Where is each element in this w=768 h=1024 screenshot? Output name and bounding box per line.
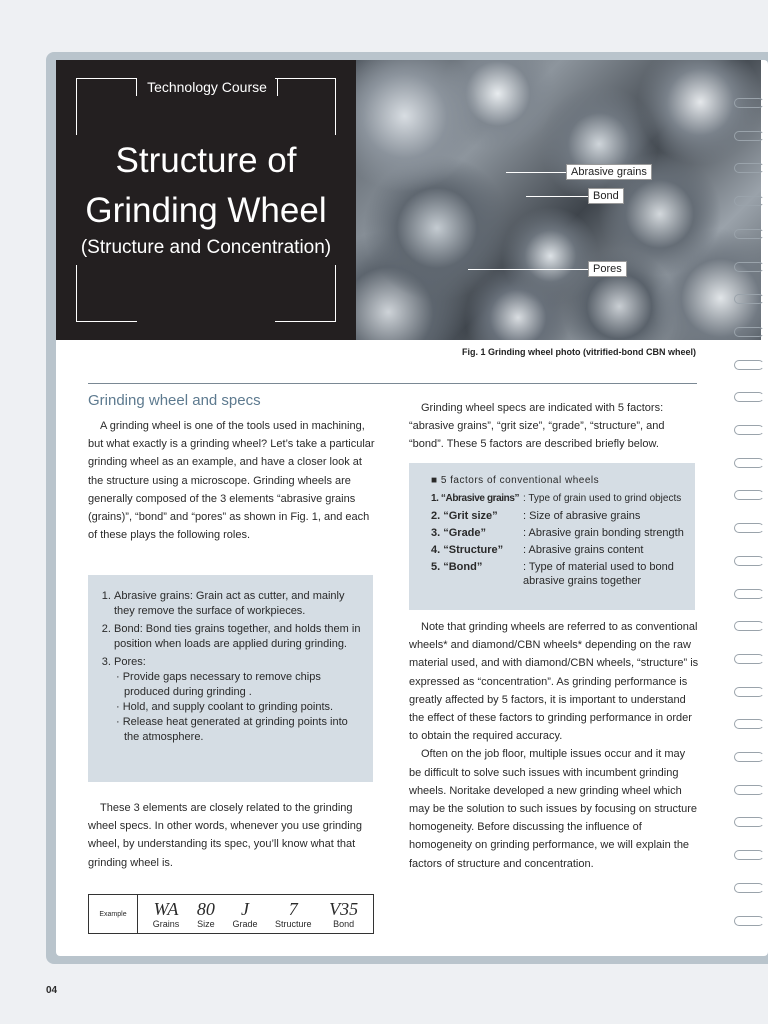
factor-desc: : Abrasive grain bonding strength: [523, 527, 684, 539]
example-label: Example: [89, 895, 138, 933]
binding-ring: [734, 229, 764, 239]
header-panel: [56, 60, 356, 340]
role-abrasive: 1. Abrasive grains: Grain act as cutter, and mainly they remove the surface of workpieces.: [114, 589, 361, 619]
spec-caption: Bond: [333, 918, 355, 929]
spec-code: 80: [196, 898, 215, 919]
spec-caption: Structure: [275, 918, 312, 929]
binding-ring: [734, 556, 764, 566]
factor-name: 1. “Abrasive grains”: [431, 493, 520, 504]
factor-name: 3. “Grade”: [431, 527, 487, 539]
binding-ring: [734, 131, 764, 141]
title-line-2: Grinding Wheel: [85, 191, 327, 230]
spiral-binding: [734, 98, 768, 938]
figure-caption: Fig. 1 Grinding wheel photo (vitrified-bond CBN wheel): [462, 347, 696, 357]
factor-name: 4. “Structure”: [431, 544, 504, 556]
binding-ring: [734, 916, 764, 926]
example-item-size: [197, 899, 215, 930]
example-items: [138, 895, 373, 933]
binding-ring: [734, 360, 764, 370]
example-item-bond: [329, 899, 358, 930]
roles-list: [98, 589, 361, 745]
corner-bracket: [275, 78, 336, 135]
spec-caption: Grade: [232, 918, 258, 929]
right-column-text: [409, 618, 699, 873]
spec-code: 7: [288, 898, 298, 919]
factor-desc: : Size of abrasive grains: [523, 510, 641, 522]
page-title: [56, 136, 356, 236]
factor-row: [431, 560, 685, 588]
intro-paragraph: A grinding wheel is one of the tools used in machining, but what exactly is a grinding wheel? Let’s take a particular grinding wheel as an example, and have a closer look at the structure using a microscope. Grinding wheels are generally composed of the 3 elements “abrasive grains (grains)”, “bond” and “pores” as shown in Fig. 1, and each of these plays the following roles.: [88, 420, 375, 542]
spec-code: V35: [329, 898, 359, 919]
binding-ring: [734, 687, 764, 697]
role-bond: 2. Bond: Bond ties grains together, and holds them in position when loads are applied during grinding.: [114, 622, 361, 652]
role-pores: [114, 655, 361, 745]
pores-item: · Hold, and supply coolant to grinding points.: [116, 701, 334, 713]
binding-ring: [734, 523, 764, 533]
section-heading: Grinding wheel and specs: [88, 392, 261, 409]
spec-example-box: [88, 894, 374, 934]
factor-desc: : Abrasive grains content: [523, 544, 644, 556]
title-line-1: Structure of: [115, 141, 297, 180]
corner-bracket: [275, 265, 336, 322]
binding-ring: [734, 163, 764, 173]
binding-ring: [734, 817, 764, 827]
example-item-structure: [275, 899, 312, 930]
binding-ring: [734, 196, 764, 206]
factor-row: [431, 492, 685, 506]
spec-code: J: [240, 898, 249, 919]
label-abrasive-grains: Abrasive grains: [566, 164, 652, 180]
factor-row: [431, 543, 685, 557]
binding-ring: [734, 425, 764, 435]
spec-caption: Grains: [152, 918, 180, 929]
binding-ring: [734, 785, 764, 795]
spec-caption: Size: [197, 918, 215, 929]
binding-ring: [734, 294, 764, 304]
specs-paragraph: These 3 elements are closely related to the grinding wheel specs. In other words, whenever you use grinding wheel, by understanding its spec, you’ll know what that grinding wheel is.: [88, 802, 362, 869]
binding-ring: [734, 392, 764, 402]
roles-box: [88, 575, 373, 782]
factor-name: 5. “Bond”: [431, 561, 483, 573]
leader-line: [506, 172, 566, 173]
example-item-grade: [232, 899, 257, 930]
pores-sublist: [114, 670, 361, 745]
binding-ring: [734, 262, 764, 272]
corner-bracket: [76, 265, 137, 322]
example-item-grains: [153, 899, 180, 930]
factor-row: [431, 509, 685, 523]
factor-name: 2. “Grit size”: [431, 510, 498, 522]
label-bond: Bond: [588, 188, 624, 204]
role-pores-label: Pores:: [114, 656, 146, 668]
binding-ring: [734, 490, 764, 500]
section-divider: [88, 383, 697, 384]
binding-ring: [734, 752, 764, 762]
binding-ring: [734, 850, 764, 860]
course-label: Technology Course: [136, 78, 278, 96]
binding-ring: [734, 589, 764, 599]
binding-ring: [734, 98, 764, 108]
factor-row: [431, 526, 685, 540]
corner-bracket: [76, 78, 137, 135]
page-subtitle: (Structure and Concentration): [80, 237, 332, 258]
binding-ring: [734, 654, 764, 664]
factor-desc: : Type of material used to bond abrasive grains together: [523, 561, 674, 587]
label-pores: Pores: [588, 261, 627, 277]
leader-line: [526, 196, 588, 197]
binding-ring: [734, 883, 764, 893]
binding-ring: [734, 621, 764, 631]
pores-item: · Provide gaps necessary to remove chips produced during grinding .: [116, 671, 321, 698]
binding-ring: [734, 327, 764, 337]
leader-line: [468, 269, 588, 270]
spec-code: WA: [153, 898, 179, 919]
binding-ring: [734, 719, 764, 729]
factors-intro-paragraph: Grinding wheel specs are indicated with 5 factors: “abrasive grains”, “grit size”, “grade”, “structure”, and “bond”. These 5 factors are described briefly below.: [409, 402, 665, 451]
binding-ring: [734, 458, 764, 468]
page-number: 04: [46, 985, 58, 996]
concentration-paragraph: Note that grinding wheels are referred to as conventional wheels* and diamond/CBN wheels* depending on the raw material used, and with diamond/CBN wheels, “structure” is expressed as “concentration”. As grinding performance is greatly affected by 5 factors, it is important to understand the effect of these factors to grinding performance in order to obtain the required accuracy.: [409, 621, 699, 743]
factors-title: ■ 5 factors of conventional wheels: [431, 475, 600, 486]
microscope-photo: [356, 60, 761, 340]
homogeneity-paragraph: Often on the job floor, multiple issues occur and it may be difficult to solve such issues with incumbent grinding wheels. Noritake developed a new grinding wheel which may be the solution to such issues by focusing on structure homogeneity. Before discussing the influence of homogeneity on grinding performance, we will explain the factors of structure and concentration.: [409, 748, 697, 870]
pores-item: · Release heat generated at grinding points into the atmosphere.: [116, 716, 348, 743]
factor-desc: : Type of grain used to grind objects: [523, 493, 682, 504]
factors-box: [409, 463, 695, 610]
